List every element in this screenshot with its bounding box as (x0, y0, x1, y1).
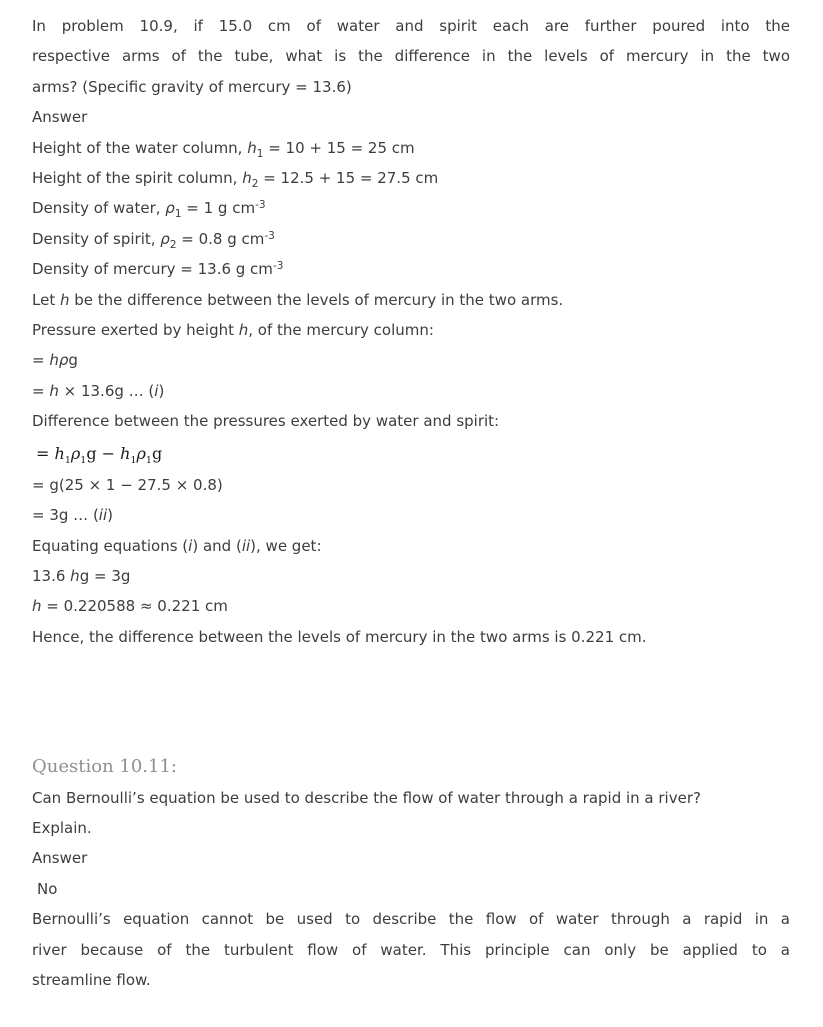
text-segment: 1 (145, 454, 152, 466)
text-segment: Density of mercury = 13.6 g cm (32, 260, 273, 279)
text-segment: 1 (64, 454, 71, 466)
text-segment: Equating equations ( (32, 536, 189, 555)
solution-line (32, 254, 790, 284)
question-paragraph-line (32, 41, 790, 71)
solution-line (32, 163, 790, 193)
question-paragraph-line (32, 813, 790, 843)
text-segment: ρ (165, 199, 175, 218)
text-segment: = (32, 381, 50, 400)
solution-line (32, 193, 790, 223)
text-segment: 1 (174, 208, 182, 221)
question-heading (32, 752, 790, 782)
text-segment: hρ (49, 351, 69, 370)
text-segment: = 10 + 15 = 25 cm (263, 138, 415, 157)
text-segment: Can Bernoulli’s equation be used to describe the flow of water through a rapid in a river? (32, 788, 701, 807)
solution-line (32, 561, 790, 591)
text-segment: be the difference between the levels of mercury in the two arms. (69, 290, 564, 309)
text-segment: Let (32, 290, 60, 309)
solution-line (32, 500, 790, 530)
text-segment: h (247, 138, 257, 157)
solution-line (32, 531, 790, 561)
text-segment: Question 10.11: (32, 756, 177, 778)
solution-line (32, 470, 790, 500)
text-segment: i (188, 536, 193, 555)
text-segment: Density of water, (32, 199, 166, 218)
question-paragraph-line (32, 783, 790, 813)
text-segment: 1 (130, 454, 137, 466)
solution-line (32, 345, 790, 375)
text-segment: h (242, 169, 252, 188)
text-segment: Answer (32, 849, 88, 868)
text-segment: respective arms of the tube, what is the difference in the levels of mercury in the two (32, 47, 790, 66)
text-segment: 2 (169, 238, 177, 251)
text-segment: 1 (256, 147, 264, 160)
answer-paragraph-line (32, 965, 790, 995)
solution-line (32, 224, 790, 254)
text-segment: In problem 10.9, if 15.0 cm of water and spirit each are further poured into the (32, 17, 790, 35)
document-body (32, 11, 790, 995)
solution-line (32, 315, 790, 345)
answer-paragraph-line (32, 935, 790, 965)
text-segment: Difference between the pressures exerted by water and spirit: (32, 412, 500, 431)
text-segment: h (120, 443, 131, 463)
text-segment: g (151, 443, 163, 463)
text-segment: -3 (272, 260, 284, 273)
solution-line (32, 376, 790, 406)
text-segment: h (59, 290, 70, 309)
text-segment: 2 (251, 178, 259, 191)
text-segment: = g(25 × 1 − 27.5 × 0.8) (32, 475, 223, 494)
text-segment: Height of the spirit column, (32, 169, 243, 188)
text-segment: Pressure exerted by height (32, 321, 239, 340)
text-segment: h (49, 381, 59, 400)
text-segment: -3 (264, 229, 275, 242)
answer-label (32, 843, 790, 873)
text-segment: No (37, 879, 58, 898)
text-segment: = 0.8 g cm (176, 229, 265, 248)
solution-line (32, 406, 790, 436)
text-segment: = 3g … ( (32, 506, 99, 525)
text-segment: Answer (32, 108, 88, 127)
text-segment: streamline flow. (32, 970, 151, 989)
section-gap (32, 652, 790, 752)
text-segment: = 12.5 + 15 = 27.5 cm (258, 169, 439, 188)
text-segment: ρ (136, 443, 146, 463)
conclusion-line (32, 622, 790, 652)
text-segment: river because of the turbulent flow of water. This principle can only be applied to a (32, 940, 790, 959)
text-segment: Explain. (32, 818, 92, 837)
text-segment: h (32, 597, 42, 616)
text-segment: ), we get: (250, 536, 322, 555)
text-segment: ii (241, 536, 251, 555)
solution-line (32, 285, 790, 315)
text-segment: -3 (255, 199, 266, 212)
text-segment: ii (98, 506, 108, 525)
text-segment: ρ (160, 229, 170, 248)
text-segment: = 1 g cm (181, 199, 256, 218)
text-segment: , of the mercury column: (248, 321, 434, 340)
text-segment: h (70, 566, 80, 585)
text-segment: = (36, 443, 55, 463)
text-segment: g = 3g (79, 566, 131, 585)
answer-paragraph-line (32, 904, 790, 934)
text-segment: ) (158, 381, 165, 400)
text-segment: 13.6 (32, 566, 71, 585)
text-segment: ) and ( (192, 536, 242, 555)
text-segment: = 0.220588 ≈ 0.221 cm (41, 597, 228, 616)
text-segment: × 13.6g … ( (58, 381, 155, 400)
text-segment: ) (107, 506, 113, 525)
text-segment: Density of spirit, (32, 229, 161, 248)
question-paragraph-line (32, 72, 790, 102)
text-segment: Height of the water column, (32, 138, 248, 157)
solution-line (32, 591, 790, 621)
answer-label (32, 102, 790, 132)
text-segment: Hence, the difference between the levels of mercury in the two arms is 0.221 cm. (32, 627, 647, 646)
text-segment: arms? (Specific gravity of mercury = 13.6) (32, 77, 352, 96)
text-segment: i (154, 381, 159, 400)
answer-line (32, 874, 790, 904)
text-segment: = (32, 351, 50, 370)
text-segment: Bernoulli’s equation cannot be used to describe the flow of water through a rapid in a (32, 910, 790, 929)
text-segment: g − (86, 443, 121, 463)
text-segment: h (54, 443, 65, 463)
solution-line (32, 133, 790, 163)
question-paragraph-line (32, 11, 790, 41)
text-segment: g (68, 351, 78, 370)
text-segment: ρ (70, 443, 81, 463)
text-segment: 1 (80, 454, 87, 466)
text-segment: h (238, 321, 249, 340)
equation-image (32, 437, 790, 470)
